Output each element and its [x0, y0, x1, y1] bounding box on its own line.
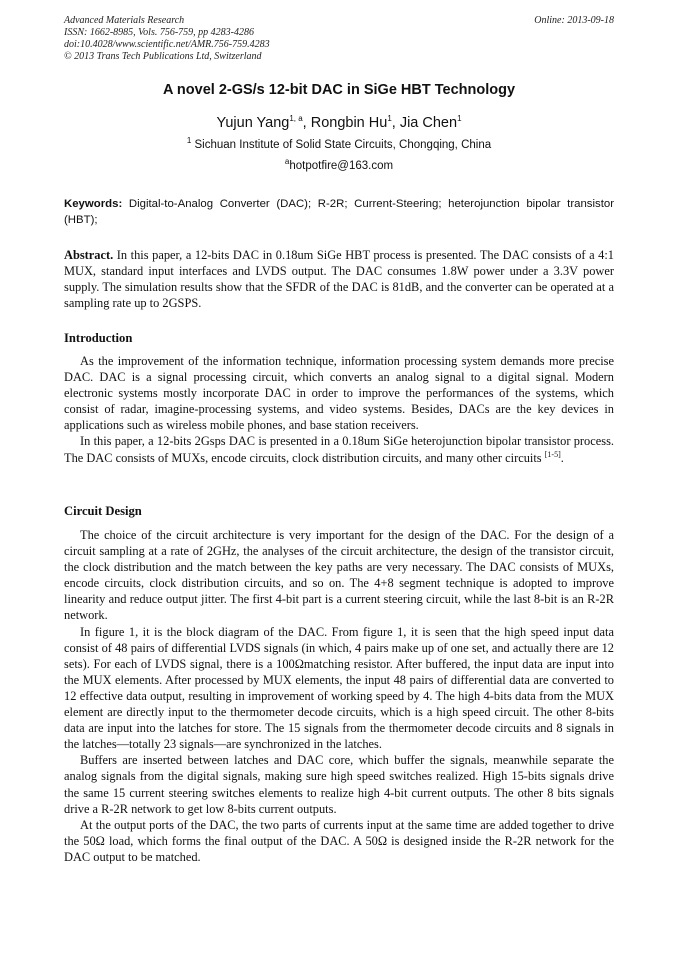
keywords-text: Digital-to-Analog Converter (DAC); R-2R; Current-Steering; heterojunction bipolar transistor (HBT); — [64, 198, 614, 226]
journal-header — [64, 15, 614, 63]
paper-title: A novel 2-GS/s 12-bit DAC in SiGe HBT Technology — [162, 82, 516, 98]
journal-doi: doi:10.4028/www.scientific.net/AMR.756-759.4283 — [64, 39, 270, 50]
affiliation-text: Sichuan Institute of Solid State Circuits, Chongqing, China — [191, 139, 492, 151]
paragraph: Buffers are inserted between latches and DAC core, which buffer the signals, meanwhile separate the analog signals from the digital signals, making sure high speed switches realized. High 15-bits signals drive the same 15 current steering switches elements to realize high 4-bit current outputs. The other 8 bits signals drive a R-2R network to get low 8-bits current outputs. — [64, 753, 614, 816]
author-affiliation-mark: 1, a — [289, 114, 303, 124]
circuit-design-body — [64, 527, 614, 865]
paragraph — [64, 433, 614, 465]
paragraph-end: . — [560, 450, 564, 465]
author-affiliation-mark: 1 — [457, 114, 462, 124]
affiliation — [64, 136, 614, 151]
author-list — [64, 115, 614, 131]
paragraph-text: In this paper, a 12-bits 2Gsps DAC is presented in a 0.18um SiGe heterojunction bipolar transistor process. The DAC consists of MUXs, encode circuits, clock distribution circuits, and many other circuits — [64, 434, 614, 465]
paragraph: As the improvement of the information technique, information processing system demands more precise DAC. DAC is a signal processing circuit, which converts an analog signal to a digital signal. Modern electronic systems mostly incorporate DAC in order to improve the performances of the systems, which consist of radar, imagine-processing systems, and video systems. Besides, DACs are the key devices in applications such as wireless mobile phones, and base station receivers. — [64, 354, 614, 433]
keywords — [64, 196, 614, 228]
affiliation-mark: 1 — [186, 136, 192, 146]
author-affiliation-mark: 1 — [387, 114, 392, 124]
journal-copyright: © 2013 Trans Tech Publications Ltd, Switzerland — [64, 51, 262, 62]
email-address: hotpotfire@163.com — [289, 160, 394, 172]
abstract-text: In this paper, a 12-bits DAC in 0.18um SiGe HBT process is presented. The DAC consists of a 4:1 MUX, standard input interfaces and LVDS output. The DAC consumes 1.8W power under a 3.3V power supply. The simulation results show that the SFDR of the DAC is 81dB, and the converter can be operated at a sampling rate up to 2GSPS. — [64, 248, 614, 311]
keywords-label: Keywords: — [64, 198, 123, 210]
abstract-label: Abstract. — [64, 248, 114, 262]
author-name: Yujun Yang — [216, 115, 290, 131]
section-title-circuit-design: Circuit Design — [64, 504, 142, 518]
introduction-body — [64, 353, 614, 466]
journal-issn: ISSN: 1662-8985, Vols. 756-759, pp 4283-4286 — [64, 27, 254, 38]
online-date: Online: 2013-09-18 — [534, 15, 614, 26]
email-mark: a — [284, 157, 290, 167]
author-name: , Jia Chen — [391, 115, 458, 131]
author-email — [64, 157, 614, 172]
citation: [1-5] — [544, 449, 561, 459]
section-title-introduction: Introduction — [64, 331, 133, 345]
paragraph: At the output ports of the DAC, the two parts of currents input at the same time are added together to drive the 50Ω load, which forms the final output of the DAC. A 50Ω is designed inside the R-2R network for the DAC output to be matched. — [64, 817, 614, 864]
paragraph: In figure 1, it is the block diagram of the DAC. From figure 1, it is seen that the high speed input data consist of 48 pairs of differential LVDS signals (in which, 4 pairs make up of one set, and actually there are 12 sets). For each of LVDS signal, there is a 100Ωmatching resistor. After buffered, the input data are input into the MUX elements. After processed by MUX elements, the input 48 pairs of differential data are converted to 12 effective data output, resulting in improvement of working speed by 4. The high 4-bits data from the MUX element are directly input to the thermometer decode circuits, which is a high speed circuit. The other 8-bits data are input into the latches for store. The 15 signals from the thermometer decode circuits and 8 signals in the latches—totally 23 signals—are synchronized in the latches. — [64, 624, 614, 752]
abstract — [64, 247, 614, 311]
journal-name: Advanced Materials Research — [64, 15, 185, 26]
author-name: , Rongbin Hu — [302, 115, 388, 131]
paragraph: The choice of the circuit architecture is very important for the design of the DAC. For the design of a circuit sampling at a rate of 2GHz, the analyses of the circuit architecture, the design of the transistor circuit, the clock distribution and the match between the key paths are very necessary. The DAC consists of MUXs, encode circuits, clock distribution circuits, and so on. The 4+8 segment technique is adopted to improve linearity and reduce output jitter. The first 4-bit part is a current steering circuit, while the last 8-bit is an R-2R network. — [64, 528, 614, 623]
